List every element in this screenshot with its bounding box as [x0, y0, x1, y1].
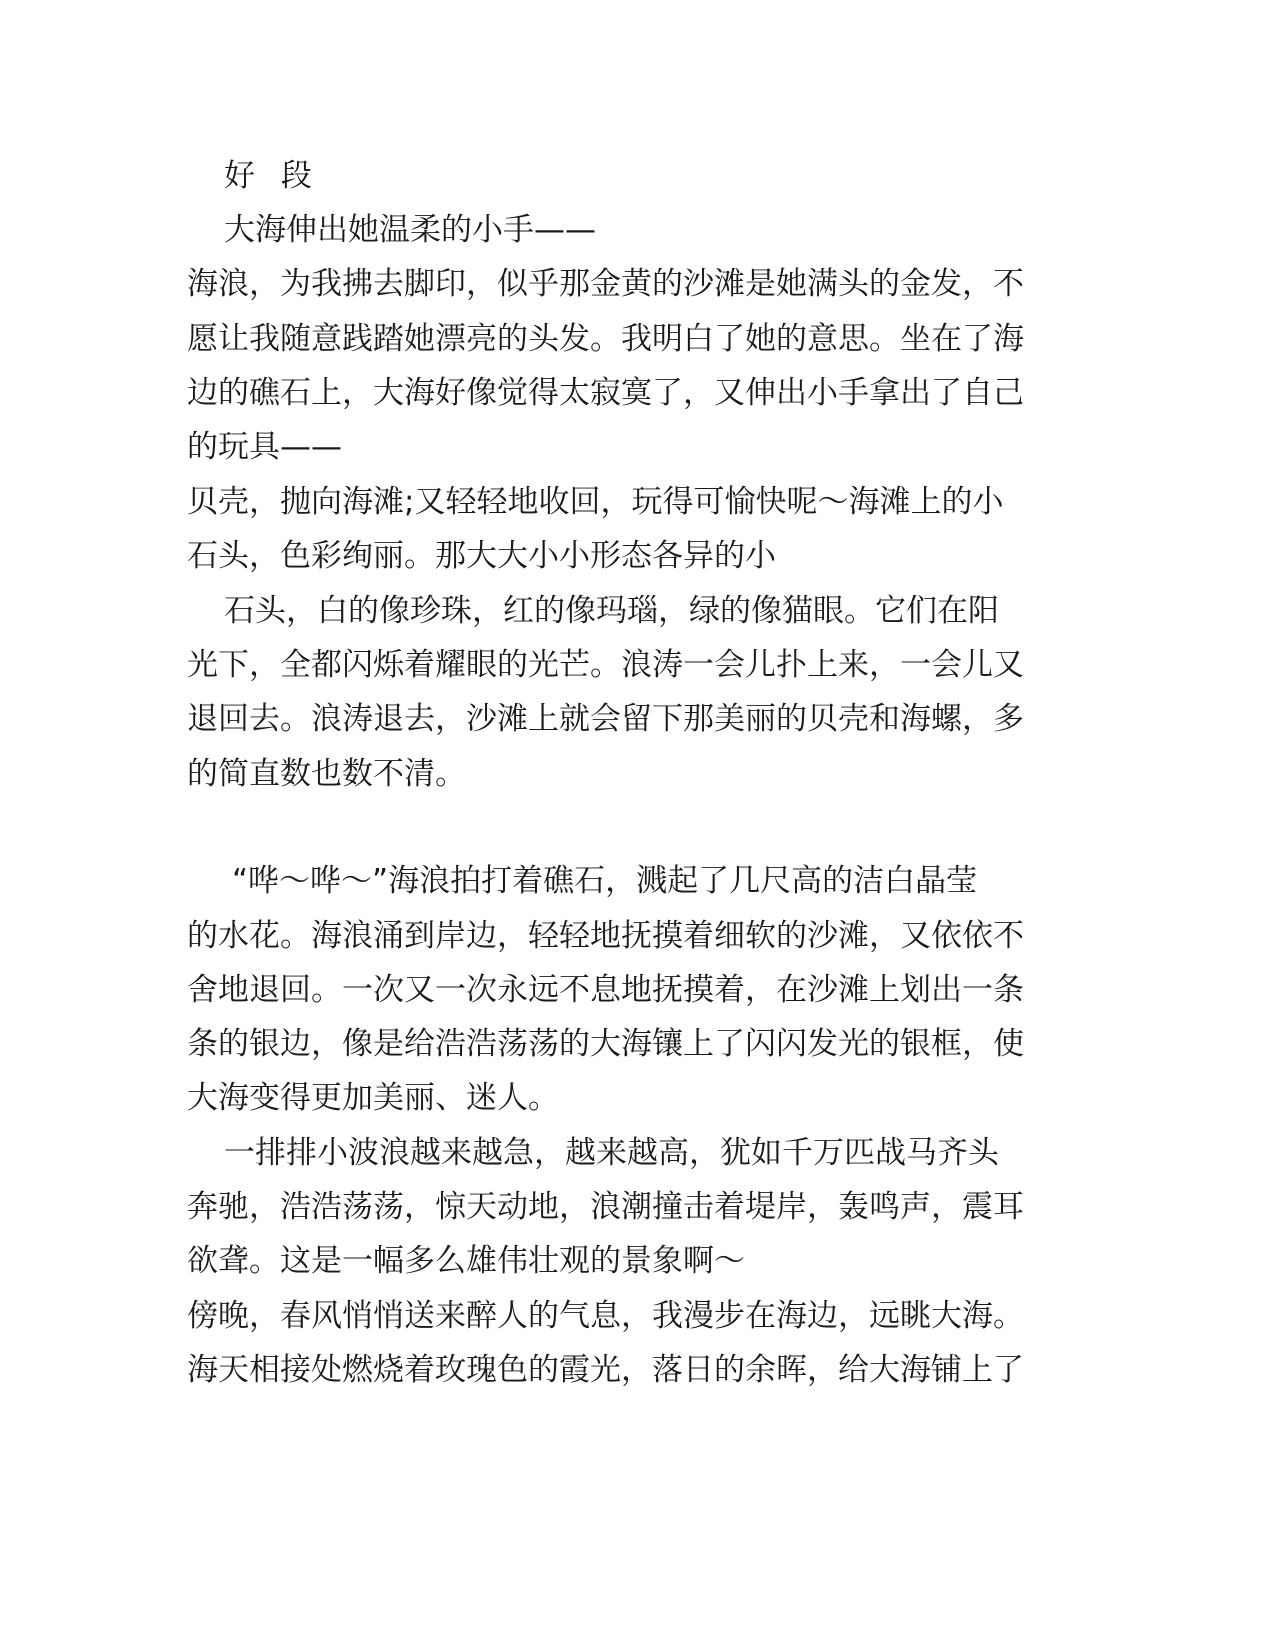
text-line: 的简直数也数不清。 [187, 756, 466, 792]
text-line: 贝壳，抛向海滩;又轻轻地收回，玩得可愉快呢～海滩上的小 [187, 484, 1004, 520]
text-line: 条的银边，像是给浩浩荡荡的大海镶上了闪闪发光的银框，使 [187, 1026, 1024, 1062]
text-line: 海天相接处燃烧着玫瑰色的霞光，落日的余晖，给大海铺上了 [187, 1352, 1024, 1388]
text-line: 边的礁石上，大海好像觉得太寂寞了，又伸出小手拿出了自己 [187, 375, 1024, 411]
text-line: 石头，白的像珍珠，红的像玛瑙，绿的像猫眼。它们在阳 [224, 593, 999, 629]
text-line: 退回去。浪涛退去，沙滩上就会留下那美丽的贝壳和海螺，多 [187, 701, 1024, 737]
text-line: 的水花。海浪涌到岸边，轻轻地抚摸着细软的沙滩，又依依不 [187, 918, 1024, 954]
text-line: 大海变得更加美丽、迷人。 [187, 1080, 559, 1116]
text-line: “哗～哗～”海浪拍打着礁石，溅起了几尺高的洁白晶莹 [232, 863, 978, 899]
text-line: 奔驰，浩浩荡荡，惊天动地，浪潮撞击着堤岸，轰鸣声，震耳 [187, 1189, 1024, 1225]
section-title: 好 段 [224, 158, 320, 194]
text-line: 傍晚，春风悄悄送来醉人的气息，我漫步在海边，远眺大海。 [187, 1298, 1024, 1334]
text-line: 石头，色彩绚丽。那大大小小形态各异的小 [187, 538, 776, 574]
text-line: 舍地退回。一次又一次永远不息地抚摸着，在沙滩上划出一条 [187, 972, 1024, 1008]
text-line: 一排排小波浪越来越急，越来越高，犹如千万匹战马齐头 [224, 1135, 999, 1171]
text-line: 欲聋。这是一幅多么雄伟壮观的景象啊～ [187, 1243, 745, 1279]
text-line: 大海伸出她温柔的小手—— [224, 212, 596, 248]
text-line: 的玩具—— [187, 429, 342, 465]
text-line: 愿让我随意践踏她漂亮的头发。我明白了她的意思。坐在了海 [187, 321, 1024, 357]
text-line: 光下，全都闪烁着耀眼的光芒。浪涛一会儿扑上来，一会儿又 [187, 647, 1024, 683]
text-line: 海浪，为我拂去脚印，似乎那金黄的沙滩是她满头的金发，不 [187, 266, 1024, 302]
